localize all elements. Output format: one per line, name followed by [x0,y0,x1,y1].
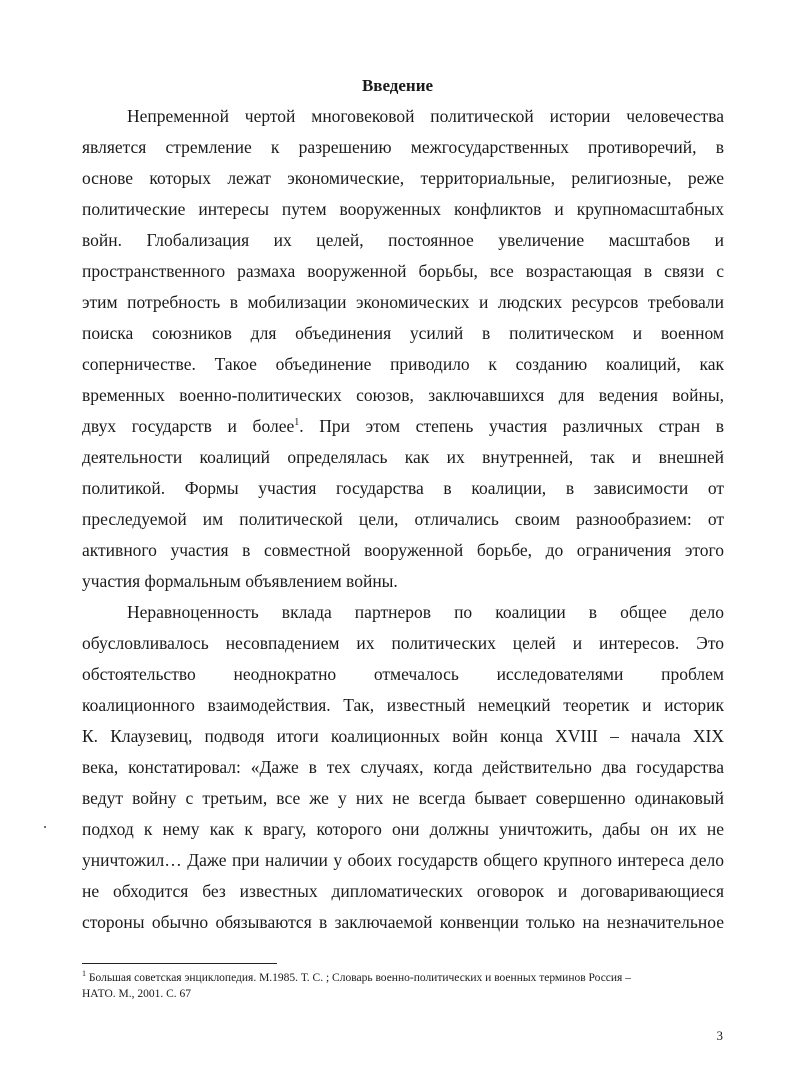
page-number: 3 [716,1028,723,1043]
footnote [82,970,724,1002]
text-line: поиска союзников для объединения усилий в политическом и военном [82,323,724,343]
scan-speck [44,826,46,828]
footnote-text: Большая советская энциклопедия. М.1985. Т. С. ; Словарь военно-политических и военных терминов Россия – [86,972,631,984]
text-line: обстоятельство неоднократно отмечалось исследователями проблем [82,664,724,684]
text-line: политикой. Формы участия государства в коалиции, в зависимости от [82,478,724,498]
text-line: не обходится без известных дипломатических оговорок и договаривающиеся [82,881,724,901]
text-line: К. Клаузевиц, подводя итоги коалиционных войн конца XVIII – начала XIX [82,726,724,746]
text-line: обусловливалось несовпадением их политических целей и интересов. Это [82,633,724,653]
footnote-marker: 1 [82,969,86,979]
text-line-with-footnote [82,411,724,442]
text-segment: двух государств и более [82,416,295,436]
text-line: подход к нему как к врагу, которого они должны уничтожить, дабы он их не [82,819,724,839]
footnote-separator [82,963,277,964]
text-line: активного участия в совместной вооруженной борьбе, до ограничения этого [82,540,724,560]
text-line: соперничестве. Такое объединение приводило к созданию коалиций, как [82,354,724,374]
text-line: преследуемой им политической цели, отличались своим разнообразием: от [82,509,724,529]
text-line: века, констатировал: «Даже в тех случаях, когда действительно два государства [82,757,724,777]
text-line: этим потребность в мобилизации экономических и людских ресурсов требовали [82,292,724,312]
text-line: основе которых лежат экономические, территориальные, религиозные, реже [82,168,724,188]
body-text [82,101,724,938]
text-line: деятельности коалиций определялась как их внутренней, так и внешней [82,447,724,467]
text-line: Непременной чертой многовековой политической истории человечества [127,106,724,126]
text-line: уничтожил… Даже при наличии у обоих государств общего крупного интереса дело [82,850,724,870]
footnote-line: НАТО. М., 2001. С. 67 [82,988,192,1000]
text-segment: . При этом степень участия различных стран в [299,416,724,436]
text-line: является стремление к разрешению межгосударственных противоречий, в [82,137,724,157]
page-title: Введение [361,76,434,95]
footnote-line [82,970,724,986]
text-line: стороны обычно обязываются в заключаемой конвенции только на незначительное [82,912,724,932]
text-line: войн. Глобализация их целей, постоянное увеличение масштабов и [82,230,724,250]
text-line: ведут войну с третьим, все же у них не всегда бывает совершенно одинаковый [82,788,724,808]
text-line: временных военно-политических союзов, заключавшихся для ведения войны, [82,385,724,405]
text-line: участия формальным объявлением войны. [82,571,398,591]
text-line: политические интересы путем вооруженных конфликтов и крупномасштабных [82,199,724,219]
text-line: коалиционного взаимодействия. Так, известный немецкий теоретик и историк [82,695,724,715]
footnote-reference[interactable]: 1 [294,417,300,429]
text-line: пространственного размаха вооруженной борьбы, все возрастающая в связи с [82,261,724,281]
text-line: Неравноценность вклада партнеров по коалиции в общее дело [127,602,724,622]
